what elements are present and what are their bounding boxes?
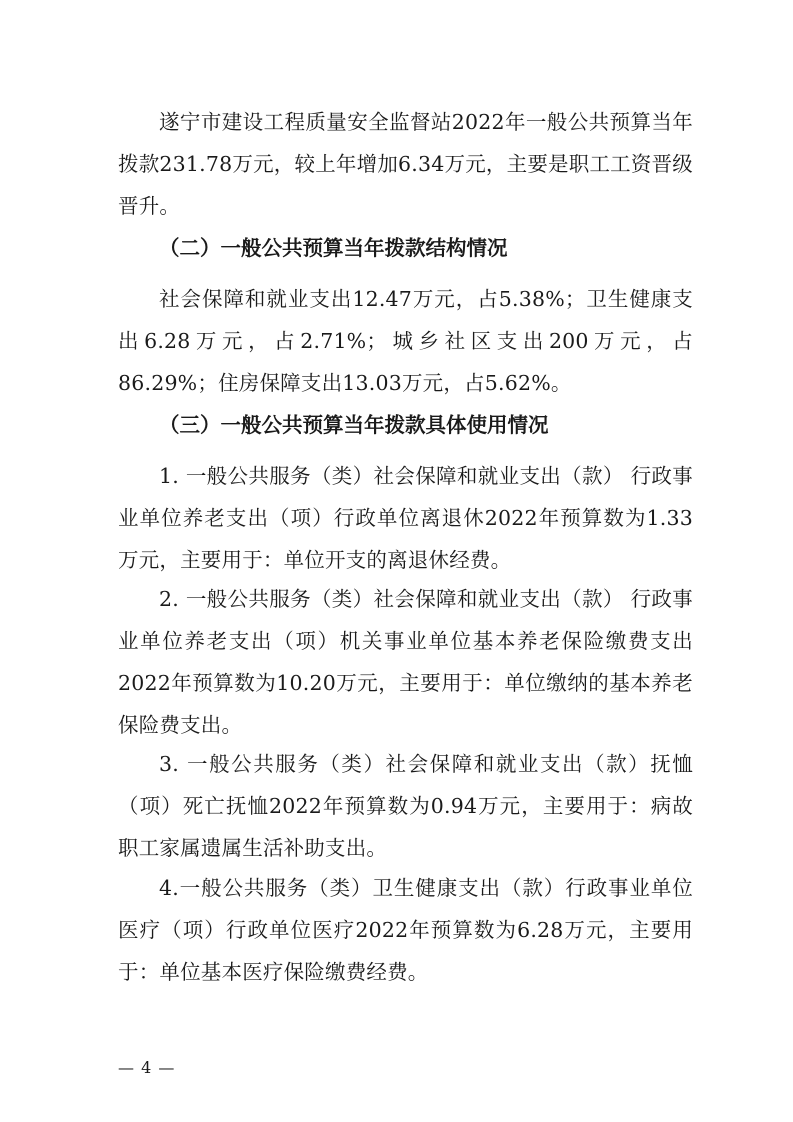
heading-structure: （二）一般公共预算当年拨款结构情况 [159, 236, 508, 260]
paragraph-item-1: 1. 一般公共服务（类）社会保障和就业支出（款） 行政事业单位养老支出（项）行政单位离退休2022年预算数为1.33万元，主要用于：单位开支的离退休经费。 [118, 464, 693, 572]
paragraph-item-2: 2. 一般公共服务（类）社会保障和就业支出（款） 行政事业单位养老支出（项）机关事业单位基本养老保险缴费支出2022年预算数为10.20万元，主要用于：单位缴纳的基本养老保险费支出。 [118, 587, 693, 737]
heading-usage: （三）一般公共预算当年拨款具体使用情况 [159, 413, 549, 437]
paragraph-item-4: 4.一般公共服务（类）卫生健康支出（款）行政事业单位医疗（项）行政单位医疗2022年预算数为6.28万元，主要用于：单位基本医疗保险缴费经费。 [118, 876, 693, 984]
paragraph-structure-detail: 社会保障和就业支出12.47万元，占5.38%；卫生健康支出6.28万元，占2.71%；城乡社区支出200万元，占86.29%；住房保障支出13.03万元，占5.62%。 [118, 287, 693, 395]
page-number: — 4 — [118, 1058, 176, 1077]
paragraph-item-3: 3. 一般公共服务（类）社会保障和就业支出（款）抚恤（项）死亡抚恤2022年预算数为0.94万元，主要用于：病故职工家属遗属生活补助支出。 [118, 752, 693, 860]
paragraph-budget-summary: 遂宁市建设工程质量安全监督站2022年一般公共预算当年拨款231.78万元，较上年增加6.34万元，主要是职工工资晋级晋升。 [118, 110, 693, 218]
